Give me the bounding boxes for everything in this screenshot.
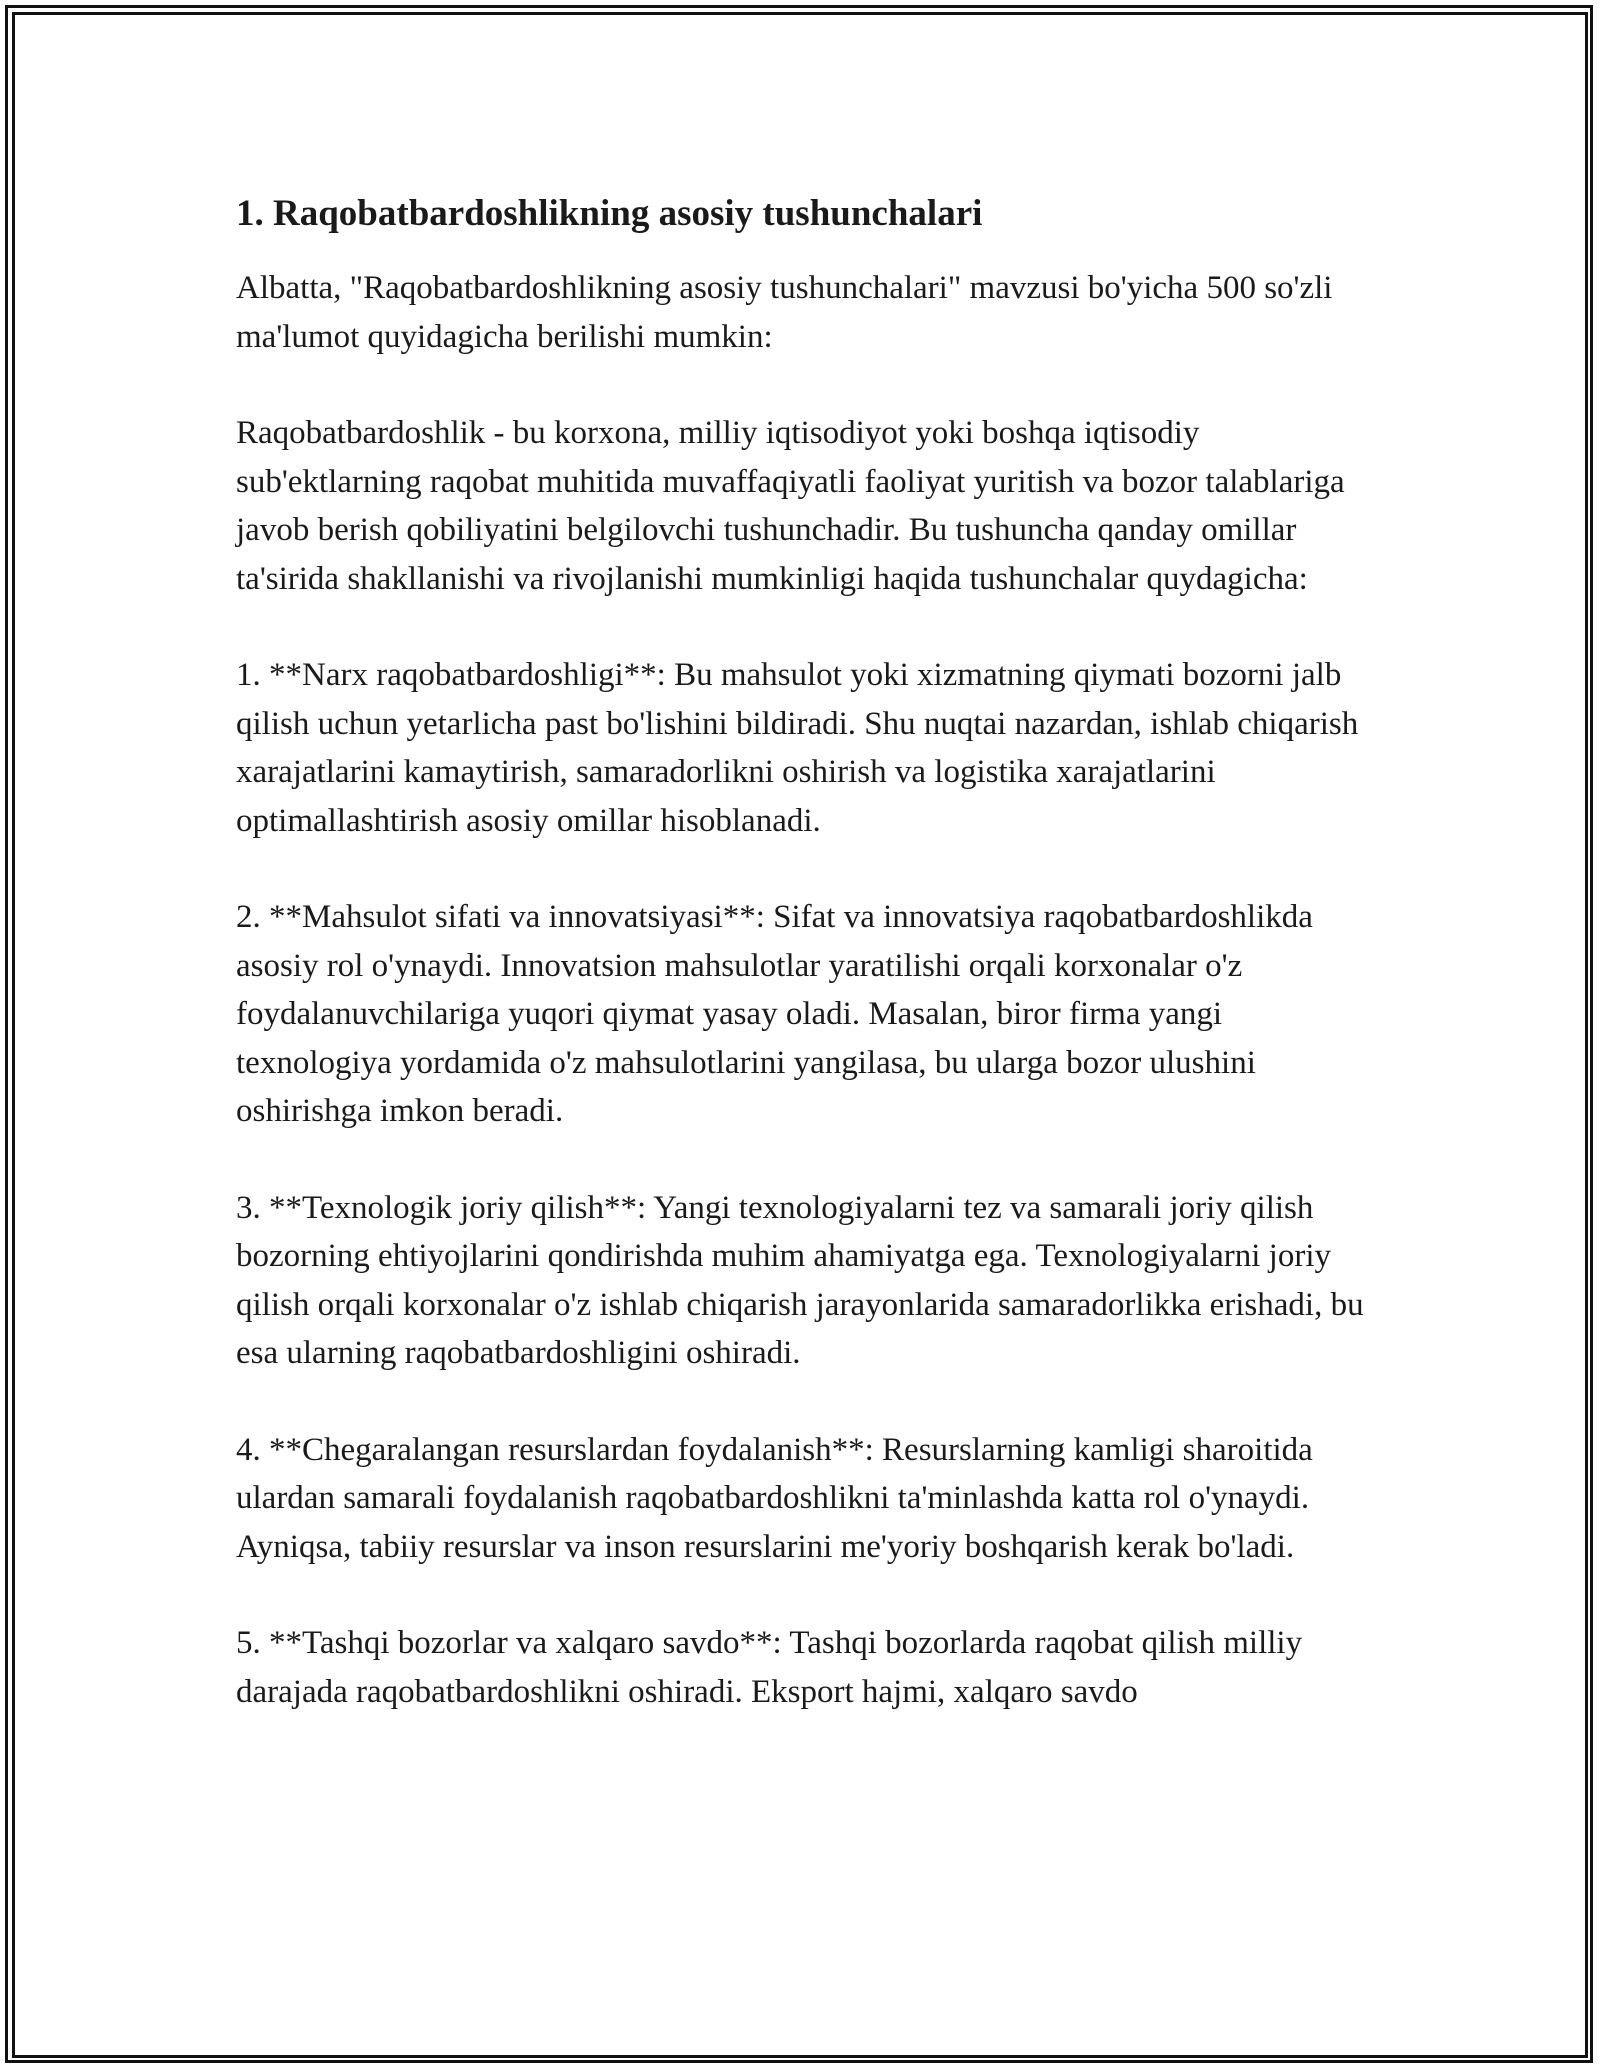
list-item (236, 651, 1366, 845)
document-body (236, 186, 1366, 1716)
list-item-number: 1. (236, 657, 261, 693)
list-item-text: **Narx raqobatbardoshligi**: Bu mahsulot yoki xizmatning qiymati bozorni jalb qilish uchun yetarlicha past bo'lishini bildiradi. Shu nuqtai nazardan, ishlab chiqarish xarajatlarini kamaytirish, samaradorlikni oshirish va logistika xarajatlarini optimallashtirish asosiy omillar hisoblanadi. (236, 657, 1359, 839)
list-item-text: **Tashqi bozorlar va xalqaro savdo**: Tashqi bozorlarda raqobat qilish milliy darajada raqobatbardoshlikni oshiradi. Eksport hajmi, xalqaro savdo (236, 1625, 1303, 1710)
list-item-number: 3. (236, 1189, 261, 1226)
intro-paragraph: Albatta, "Raqobatbardoshlikning asosiy tushunchalari" mavzusi bo'yicha 500 so'zli ma'lumot quyidagicha berilishi mumkin: (236, 270, 1333, 355)
list-item (236, 1619, 1366, 1716)
list-item-number: 5. (236, 1625, 261, 1661)
list-item (236, 1184, 1366, 1378)
list-item-number: 2. (236, 899, 261, 935)
section-title: 1. Raqobatbardoshlikning asosiy tushunchalari (236, 193, 983, 234)
list-item-text: **Chegaralangan resurslardan foydalanish**: Resurslarning kamligi sharoitida ulardan samarali foydalanish raqobatbardoshlikni ta'minlashda katta rol o'ynaydi. Ayniqsa, tabiiy resurslar va inson resurslarini me'yoriy boshqarish kerak bo'ladi. (236, 1431, 1313, 1565)
definition-paragraph: Raqobatbardoshlik - bu korxona, milliy iqtisodiyot yoki boshqa iqtisodiy sub'ektlarning raqobat muhitida muvaffaqiyatli faoliyat yuritish va bozor talablariga javob berish qobiliyatini belgilovchi tushunchadir. Bu tushuncha qanday omillar ta'sirida shakllanishi va rivojlanishi mumkinligi haqida tushunchalar quydagicha: (236, 415, 1345, 597)
numbered-list (236, 651, 1366, 1716)
list-item (236, 1426, 1366, 1572)
list-item-text: **Mahsulot sifati va innovatsiyasi**: Sifat va innovatsiya raqobatbardoshlikda asosiy rol o'ynaydi. Innovatsion mahsulotlar yaratilishi orqali korxonalar o'z foydalanuvchilariga yuqori qiymat yasay oladi. Masalan, biror firma yangi texnologiya yordamida o'z mahsulotlarini yangilasa, bu ularga bozor ulushini oshirishga imkon beradi. (236, 899, 1313, 1129)
list-item-text: **Texnologik joriy qilish**: Yangi texnologiyalarni tez va samarali joriy qilish bozorning ehtiyojlarini qondirishda muhim ahamiyatga ega. Texnologiyalarni joriy qilish orqali korxonalar o'z ishlab chiqarish jarayonlarida samaradorlikka erishadi, bu esa ularning raqobatbardoshligini oshiradi. (236, 1189, 1364, 1371)
list-item (236, 893, 1366, 1136)
list-item-number: 4. (236, 1431, 261, 1468)
